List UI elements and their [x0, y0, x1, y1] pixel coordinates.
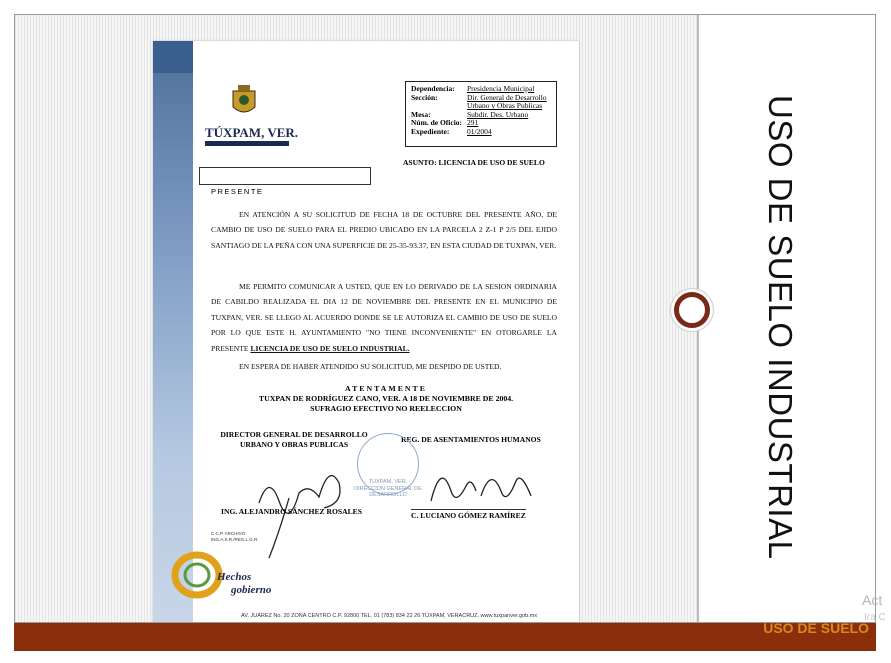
registry-title: REG. DE ASENTAMIENTOS HUMANOS	[401, 435, 541, 444]
document-side-band	[153, 41, 193, 623]
director-title: DIRECTOR GENERAL DE DESARROLLO URBANO Y OBRAS PUBLICAS	[220, 430, 368, 449]
info-row: Sección: Dir. General de Desarrollo	[411, 92, 547, 102]
redacted-name-box	[199, 167, 371, 185]
footer-label: USO DE SUELO	[763, 620, 869, 636]
info-row: Dependencia: Presidencia Municipal	[411, 84, 535, 93]
ring-ornament	[674, 292, 710, 328]
paragraph-3: EN ESPERA DE HABER ATENDIDO SU SOLICITUD, ME DESPIDO DE USTED.	[239, 362, 502, 371]
info-row: Núm. de Oficio: 291	[411, 118, 479, 128]
stamp-text: TUXPAM, VER. DIRECCION GENERAL DE DESARROLLO	[354, 479, 422, 498]
info-row: Expediente: 01/2004	[411, 126, 492, 136]
info-row: Urbano y Obras Publicas	[467, 101, 543, 111]
logo-word-hechos: Hechos	[217, 571, 252, 583]
reference-box	[405, 81, 557, 147]
scanned-document	[153, 41, 579, 623]
city-name: TÚXPAM, VER.	[205, 125, 299, 140]
paragraph-2: ME PERMITO COMUNICAR A USTED, QUE EN LO DERIVADO DE LA SESION ORDINARIA DE CABILDO REALIZADA EL DIA 12 DE NOVIEMBRE DEL PRESENTE EN EL MUNICIPIO DE TUXPAN, VER. SE LLEGO AL ACUERDO DONDE SE LE AUTORIZA EL CAMBIO DE USO DE SUELO POR LO QUE ESTE H. AYUNTAMIENTO "NO TIENE INCONVENIENTE" EN OTORGARLE LA PRESENTE LICENCIA DE USO DE SUELO INDUSTRIAL.	[211, 282, 557, 353]
closing-motto: SUFRAGIO EFECTIVO NO REELECCION	[310, 404, 462, 413]
vertical-title: USO DE SUELO INDUSTRIAL	[762, 95, 799, 560]
license-highlight: LICENCIA DE USO DE SUELO INDUSTRIAL.	[250, 343, 410, 353]
closing-date: TUXPAN DE RODRÍGUEZ CANO, VER. A 18 DE NOVIEMBRE DE 2004.	[258, 394, 514, 403]
info-row: Mesa: Subdir. Des. Urbano	[411, 109, 529, 119]
slide	[14, 14, 876, 623]
document-footer-address: AV. JUÁREZ No. 20 ZONA CENTRO C.P. 92800 TEL. 01 (783) 834 22 26 TÚXPAM, VERACRUZ. www.tuxpanver.gob.mx	[241, 613, 538, 619]
municipal-seal-icon	[229, 83, 259, 119]
activation-watermark: Act	[862, 592, 883, 608]
signer-2-name: C. LUCIANO GÓMEZ RAMÍREZ	[411, 511, 526, 520]
paragraph-1: EN ATENCIÓN A SU SOLICITUD DE FECHA 18 DE OCTUBRE DEL PRESENTE AÑO, DE CAMBIO DE USO DE SUELO PARA EL PREDIO UBICADO EN LA PARCELA 2 Z-1 P 2/5 DEL EJIDO SANTIAGO DE LA PEÑA CON UNA SUPERFICIE DE 25-35-93.37, EN ESTA CIUDAD DE TUXPAN, VER.	[211, 210, 557, 250]
logo-word-gobierno: gobierno	[231, 584, 272, 596]
salutation: PRESENTE	[211, 187, 264, 196]
bottom-bar	[14, 623, 876, 651]
activation-watermark-sub: Ira C	[864, 612, 886, 623]
signature-2	[421, 451, 541, 511]
closing-atentamente: ATENTAMENTE	[345, 384, 427, 393]
signer-1-name: ING. ALEJANDRO SÁNCHEZ ROSALES	[221, 507, 362, 516]
ccp-note: C.C.P. ARCHIVO ING.A.S.R./REG.L.G.R.	[211, 531, 259, 542]
subject-line: ASUNTO: LICENCIA DE USO DE SUELO	[403, 158, 545, 167]
